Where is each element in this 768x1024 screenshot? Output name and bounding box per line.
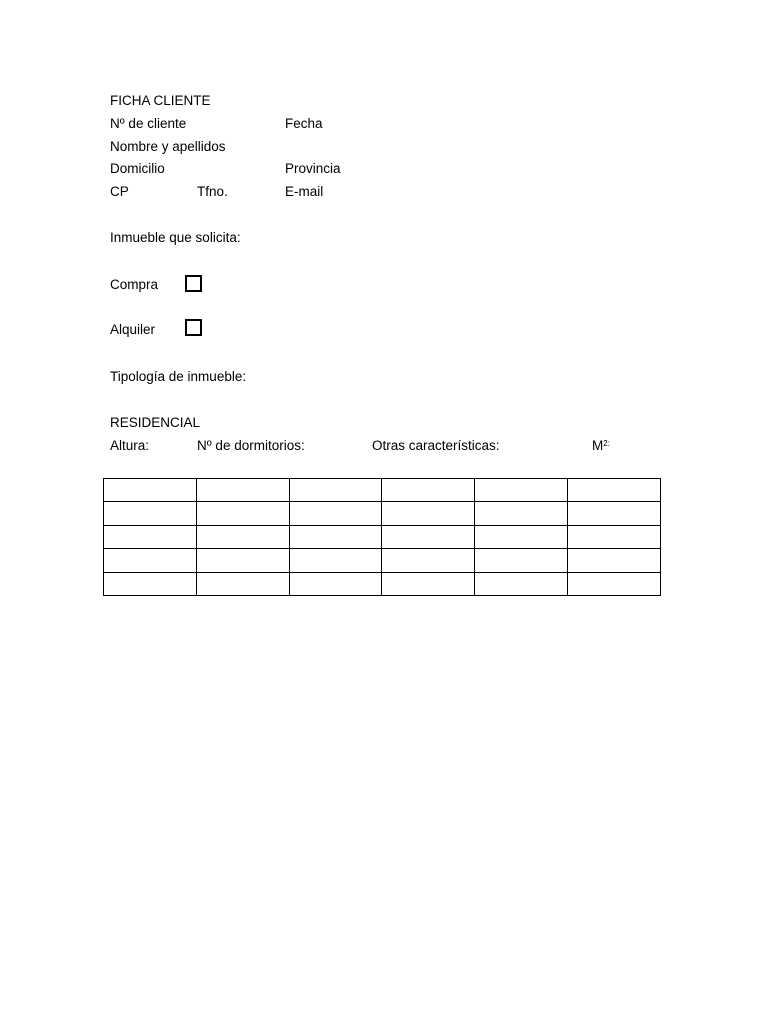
table-cell[interactable]: [104, 479, 197, 502]
table-cell[interactable]: [382, 572, 475, 595]
phone-label: Tfno.: [197, 184, 228, 199]
email-label: E-mail: [285, 184, 324, 199]
table-cell[interactable]: [382, 479, 475, 502]
table-cell[interactable]: [382, 525, 475, 548]
date-label: Fecha: [285, 116, 323, 131]
area-label-text: M: [592, 438, 604, 453]
table-cell[interactable]: [196, 479, 289, 502]
table-cell[interactable]: [475, 479, 568, 502]
table-row: [104, 572, 661, 595]
table-cell[interactable]: [475, 525, 568, 548]
form-title: FICHA CLIENTE: [110, 93, 211, 108]
table-cell[interactable]: [196, 525, 289, 548]
residential-table: [103, 478, 661, 596]
property-request-label: Inmueble que solicita:: [110, 230, 241, 245]
table-cell[interactable]: [475, 502, 568, 525]
postal-code-label: CP: [110, 184, 129, 199]
other-features-label: Otras características:: [372, 438, 500, 453]
bedrooms-label: Nº de dormitorios:: [197, 438, 305, 453]
table-cell[interactable]: [104, 549, 197, 572]
table-cell[interactable]: [289, 572, 382, 595]
table-cell[interactable]: [289, 502, 382, 525]
table-cell[interactable]: [196, 502, 289, 525]
table-cell[interactable]: [382, 502, 475, 525]
client-number-label: Nº de cliente: [110, 116, 187, 131]
address-label: Domicilio: [110, 161, 165, 176]
purchase-checkbox[interactable]: [185, 275, 202, 292]
rent-checkbox[interactable]: [185, 319, 202, 336]
height-label: Altura:: [110, 438, 150, 453]
table-cell[interactable]: [289, 525, 382, 548]
purchase-label: Compra: [110, 277, 159, 292]
table-cell[interactable]: [104, 572, 197, 595]
table-cell[interactable]: [568, 525, 661, 548]
residential-label: RESIDENCIAL: [110, 415, 201, 430]
table-row: [104, 479, 661, 502]
table-cell[interactable]: [568, 572, 661, 595]
table-cell[interactable]: [104, 525, 197, 548]
area-label-superscript: 2:: [603, 439, 610, 448]
property-type-label: Tipología de inmueble:: [110, 369, 247, 384]
table-cell[interactable]: [568, 479, 661, 502]
rent-label: Alquiler: [110, 322, 156, 337]
table-cell[interactable]: [568, 549, 661, 572]
table-cell[interactable]: [196, 572, 289, 595]
table-cell[interactable]: [196, 549, 289, 572]
table-cell[interactable]: [382, 549, 475, 572]
table-cell[interactable]: [289, 549, 382, 572]
area-label: [592, 438, 610, 454]
table-cell[interactable]: [289, 479, 382, 502]
table-cell[interactable]: [568, 502, 661, 525]
table-cell[interactable]: [104, 502, 197, 525]
name-label: Nombre y apellidos: [110, 139, 226, 154]
table-cell[interactable]: [475, 572, 568, 595]
table-row: [104, 549, 661, 572]
table-row: [104, 525, 661, 548]
province-label: Provincia: [285, 161, 341, 176]
table-cell[interactable]: [475, 549, 568, 572]
table-row: [104, 502, 661, 525]
